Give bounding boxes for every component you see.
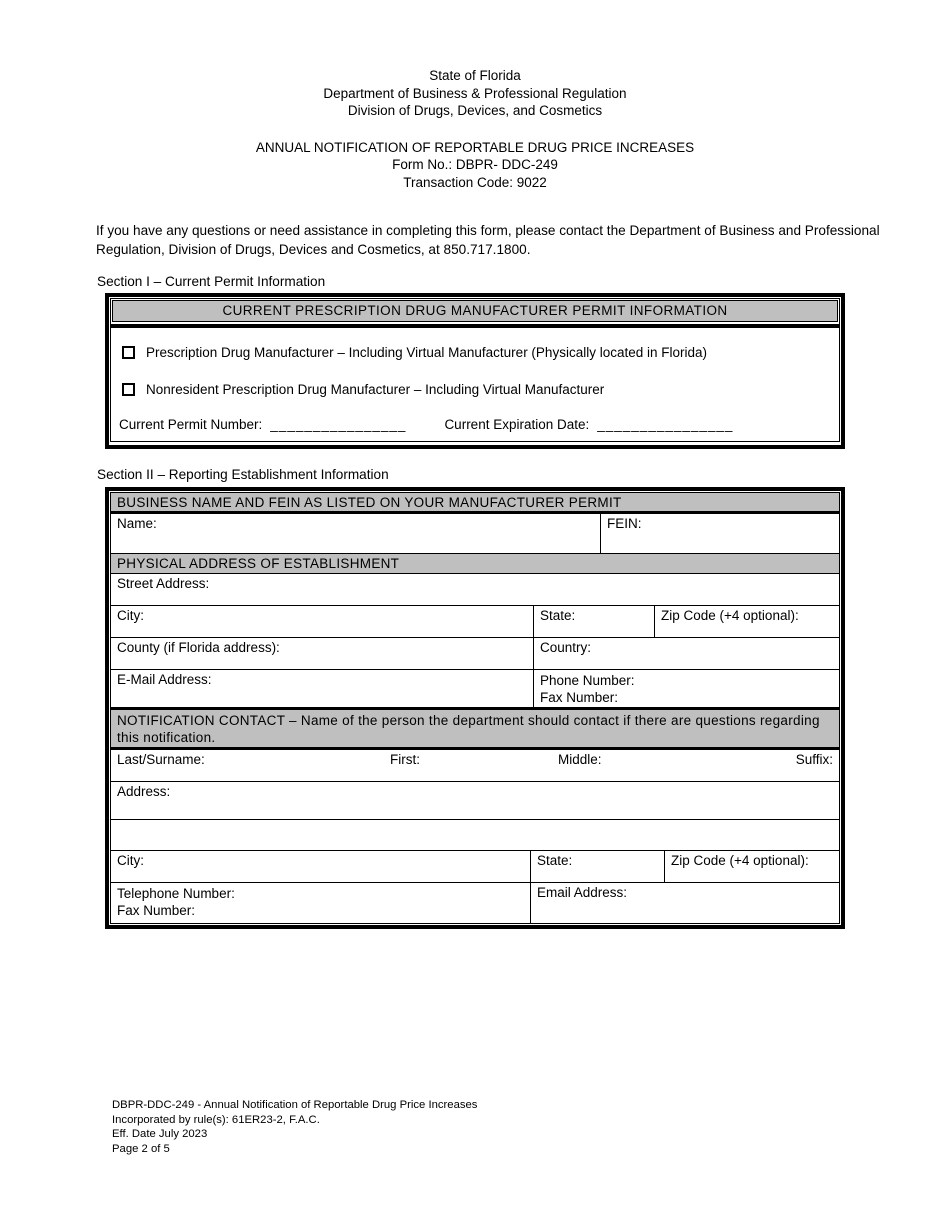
contact-address-line2-field[interactable] (111, 820, 839, 850)
business-name-field[interactable] (111, 514, 600, 553)
notification-contact-header: NOTIFICATION CONTACT – Name of the person the department should contact if there are questions regarding this notification. (111, 710, 839, 750)
nonresident-manufacturer-label: Nonresident Prescription Drug Manufacturer – Including Virtual Manufacturer (146, 382, 605, 397)
country-label: Country: (540, 640, 592, 655)
county-field[interactable] (111, 638, 533, 669)
contact-address-row (111, 782, 839, 820)
contact-name-row[interactable] (111, 750, 839, 782)
footer-eff-date: Eff. Date July 2023 (112, 1128, 208, 1140)
phone-number-label: Phone Number: (540, 673, 635, 688)
contact-email-field[interactable] (530, 883, 839, 923)
establishment-email-label: E-Mail Address: (117, 672, 212, 687)
org-line-1: State of Florida (429, 68, 521, 83)
contact-zip-field[interactable] (664, 851, 839, 882)
name-fein-row (111, 514, 839, 554)
contact-address-line2-row (111, 820, 839, 851)
org-line-2: Department of Business & Professional Regulation (323, 85, 627, 101)
checkbox-row-nonresident-manufacturer (122, 382, 839, 397)
contact-telephone-label: Telephone Number: (117, 886, 235, 901)
fein-field[interactable] (600, 514, 839, 553)
fein-label: FEIN: (607, 516, 642, 531)
form-number: Form No.: DBPR- DDC-249 (392, 157, 558, 172)
establishment-state-field[interactable] (533, 606, 654, 637)
page-footer (112, 1098, 477, 1156)
form-title: ANNUAL NOTIFICATION OF REPORTABLE DRUG PRICE INCREASES (255, 139, 695, 155)
current-expiration-date-field[interactable]: ________________ (597, 417, 734, 432)
section1-box (105, 293, 845, 449)
contact-first-name-label: First: (390, 752, 420, 767)
footer-form-id: DBPR-DDC-249 - Annual Notification of Reportable Drug Price Increases (112, 1099, 478, 1111)
establishment-state-label: State: (540, 608, 576, 623)
establishment-zip-label: Zip Code (+4 optional): (661, 608, 799, 623)
contact-suffix-label: Suffix: (795, 752, 833, 767)
business-name-fein-header: BUSINESS NAME AND FEIN AS LISTED ON YOUR MANUFACTURER PERMIT (111, 493, 839, 514)
establishment-city-state-zip-row (111, 606, 839, 638)
contact-fax-label: Fax Number: (117, 903, 196, 918)
establishment-phone-fax-field[interactable] (533, 670, 839, 707)
street-address-row (111, 574, 839, 606)
divider (111, 324, 839, 328)
florida-manufacturer-checkbox[interactable] (122, 346, 135, 359)
section2-heading: Section II – Reporting Establishment Information (97, 467, 389, 482)
intro-paragraph: If you have any questions or need assistance in completing this form, please contact the Department of Business and Professional Regulation, Division of Drugs, Devices and Cosmetics, at 850.717.1800. (96, 223, 880, 257)
contact-middle-name-label: Middle: (558, 752, 602, 767)
contact-city-state-zip-row (111, 851, 839, 883)
physical-address-header: PHYSICAL ADDRESS OF ESTABLISHMENT (111, 554, 839, 574)
contact-city-label: City: (117, 853, 144, 868)
fax-number-label: Fax Number: (540, 690, 619, 705)
footer-page-number: Page 2 of 5 (112, 1142, 170, 1155)
contact-address-field[interactable] (111, 782, 839, 819)
business-name-label: Name: (117, 516, 157, 531)
establishment-email-field[interactable] (111, 670, 533, 707)
contact-telephone-fax-field[interactable] (111, 883, 530, 923)
contact-state-field[interactable] (530, 851, 664, 882)
contact-zip-label: Zip Code (+4 optional): (671, 853, 809, 868)
contact-email-label: Email Address: (537, 885, 628, 900)
street-address-field[interactable] (111, 574, 839, 605)
country-field[interactable] (533, 638, 839, 669)
contact-city-field[interactable] (111, 851, 530, 882)
current-permit-number-field[interactable]: ________________ (270, 417, 407, 432)
contact-state-label: State: (537, 853, 573, 868)
establishment-city-field[interactable] (111, 606, 533, 637)
section2-box (105, 487, 845, 929)
contact-last-name-label: Last/Surname: (117, 752, 205, 767)
section1-heading: Section I – Current Permit Information (97, 274, 326, 289)
email-phone-row (111, 670, 839, 710)
nonresident-manufacturer-checkbox[interactable] (122, 383, 135, 396)
current-expiration-date-label: Current Expiration Date: (444, 417, 590, 432)
current-permit-number-label: Current Permit Number: (119, 417, 263, 432)
footer-rule: Incorporated by rule(s): 61ER23-2, F.A.C. (112, 1113, 320, 1126)
establishment-zip-field[interactable] (654, 606, 839, 637)
transaction-code: Transaction Code: 9022 (403, 174, 547, 190)
checkbox-row-florida-manufacturer (122, 345, 839, 360)
florida-manufacturer-label: Prescription Drug Manufacturer – Including Virtual Manufacturer (Physically located in Florida) (146, 345, 708, 360)
org-line-3: Division of Drugs, Devices, and Cosmetics (347, 103, 603, 118)
county-country-row (111, 638, 839, 670)
street-address-label: Street Address: (117, 576, 210, 591)
establishment-city-label: City: (117, 608, 144, 623)
permit-number-row (119, 417, 839, 432)
contact-address-label: Address: (117, 784, 171, 799)
page-header (0, 67, 950, 191)
contact-phone-email-row (111, 883, 839, 923)
section1-table-header: CURRENT PRESCRIPTION DRUG MANUFACTURER PERMIT INFORMATION (112, 300, 838, 322)
county-label: County (if Florida address): (117, 640, 280, 655)
